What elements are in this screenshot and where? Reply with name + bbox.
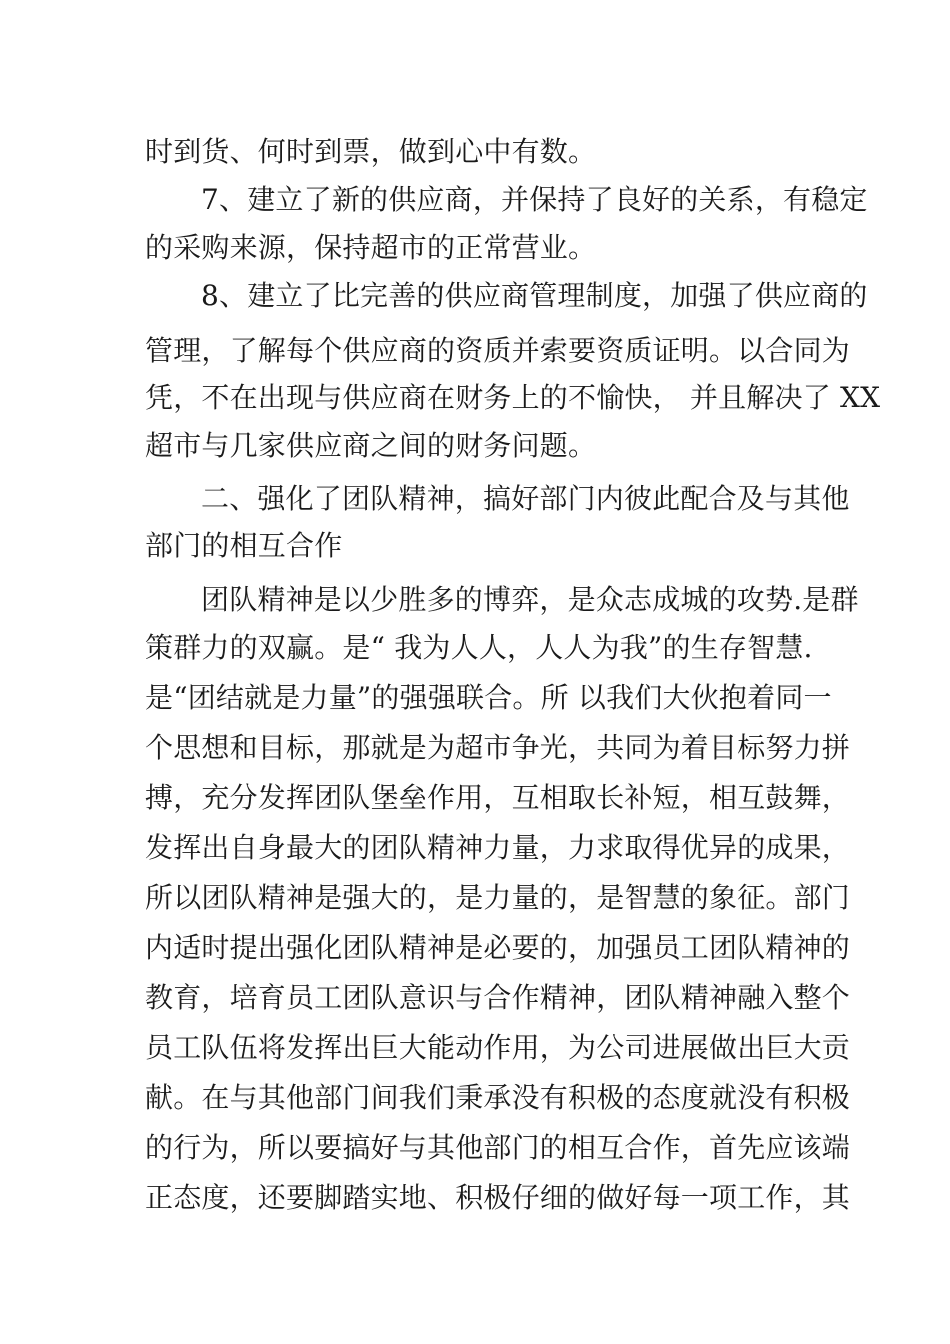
section-heading-line: 二、强化了团队精神，搞好部门内彼此配合及与其他	[201, 482, 850, 515]
text-line: 超市与几家供应商之间的财务问题。	[145, 429, 597, 462]
text-line: 时到货、何时到票，做到心中有数。	[145, 135, 597, 168]
text-line: 献。在与其他部门间我们秉承没有积极的态度就没有积极	[145, 1081, 851, 1114]
text-line: 的采购来源，保持超市的正常营业。	[145, 231, 597, 264]
text-line: 员工队伍将发挥出巨大能动作用，为公司进展做出巨大贡	[145, 1031, 851, 1064]
text-line: 7、建立了新的供应商，并保持了良好的关系，有稳定	[201, 183, 868, 216]
text-line: 8、建立了比完善的供应商管理制度，加强了供应商的	[201, 279, 868, 312]
text-line: 内适时提出强化团队精神是必要的，加强员工团队精神的	[145, 931, 851, 964]
text-line: 发挥出自身最大的团队精神力量，力求取得优异的成果，	[145, 831, 851, 864]
text-line: 的行为，所以要搞好与其他部门的相互合作，首先应该端	[145, 1131, 851, 1164]
text-line: 凭，不在出现与供应商在财务上的不愉快， 并且解决了 XX	[145, 381, 881, 414]
text-line: 是“团结就是力量”的强强联合。所 以我们大伙抱着同一	[145, 681, 832, 714]
text-line: 正态度，还要脚踏实地、积极仔细的做好每一项工作，其	[145, 1181, 851, 1214]
text-line: 教育，培育员工团队意识与合作精神，团队精神融入整个	[145, 981, 851, 1014]
text-line: 团队精神是以少胜多的博弈，是众志成城的攻势.是群	[201, 583, 859, 616]
text-line: 个思想和目标，那就是为超市争光，共同为着目标努力拼	[145, 731, 851, 764]
text-line: 管理，了解每个供应商的资质并索要资质证明。以合同为	[145, 334, 851, 367]
text-line: 所以团队精神是强大的，是力量的，是智慧的象征。部门	[145, 881, 851, 914]
text-line: 搏，充分发挥团队堡垒作用，互相取长补短，相互鼓舞，	[145, 781, 851, 814]
text-line: 策群力的双赢。是“ 我为人人，人人为我”的生存智慧.	[145, 631, 813, 664]
section-heading-line: 部门的相互合作	[145, 529, 343, 562]
